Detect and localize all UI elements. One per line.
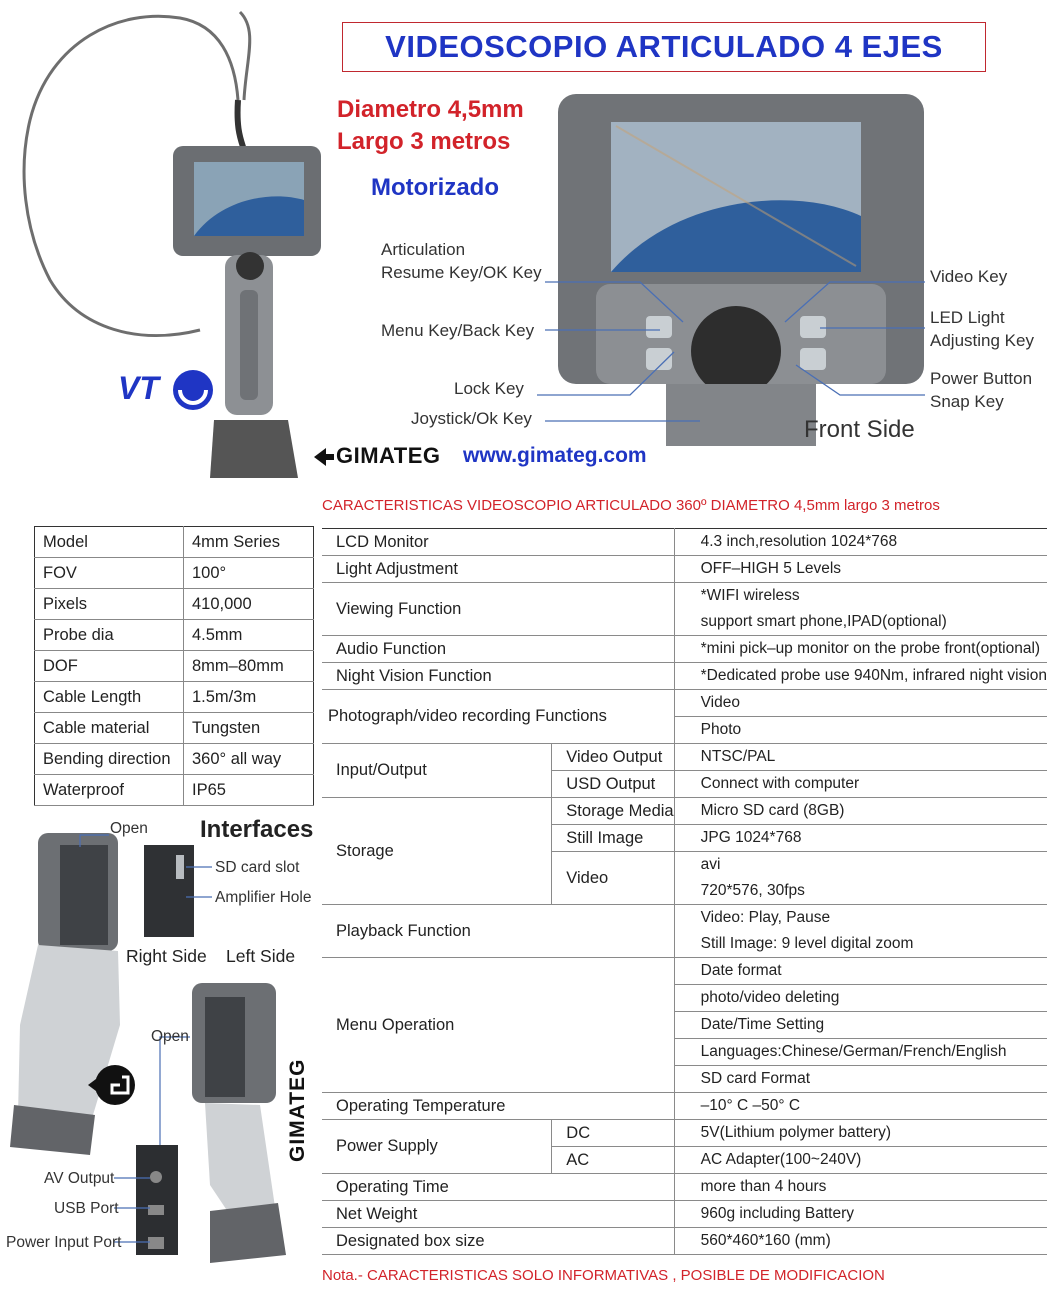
spec-value: 8mm–80mm: [184, 651, 314, 682]
table-row: [35, 620, 314, 651]
footnote: Nota.- CARACTERISTICAS SOLO INFORMATIVAS , POSIBLE DE MODIFICACION: [322, 1267, 885, 1284]
spec-label: Playback Function: [322, 905, 674, 958]
spec-value: more than 4 hours: [674, 1174, 1047, 1201]
spec-value: AC Adapter(100~240V): [674, 1147, 1047, 1174]
callout-articulation-2: Resume Key/OK Key: [381, 263, 542, 282]
spec-label: Storage: [322, 798, 552, 905]
features-subtitle: CARACTERISTICAS VIDEOSCOPIO ARTICULADO 360º DIAMETRO 4,5mm largo 3 metros: [322, 497, 940, 514]
spec-key: Model: [35, 527, 184, 558]
table-row: [322, 1228, 1047, 1255]
vertical-brand-container: [282, 1030, 322, 1170]
spec-value: –10° C –50° C: [674, 1093, 1047, 1120]
spec-value: 560*460*160 (mm): [674, 1228, 1047, 1255]
spec-value: Date/Time Setting: [674, 1012, 1047, 1039]
diameter-text: Diametro 4,5mm: [337, 96, 524, 123]
spec-label: Operating Time: [322, 1174, 674, 1201]
table-row: [322, 556, 1047, 583]
spec-value: Connect with computer: [674, 771, 1047, 798]
table-row: [322, 583, 1047, 610]
callout-articulation-1: Articulation: [381, 240, 466, 259]
spec-label: Viewing Function: [322, 583, 674, 636]
spec-key: Cable Length: [35, 682, 184, 713]
spec-value: Video: Play, Pause: [674, 905, 1047, 932]
spec-sublabel: Video Output: [552, 744, 674, 771]
table-row: [35, 775, 314, 806]
table-row: [35, 589, 314, 620]
label-open-1: Open: [110, 820, 148, 837]
table-row: [322, 1120, 1047, 1147]
spec-value: *Dedicated probe use 940Nm, infrared night vision: [674, 663, 1047, 690]
vertical-brand-text: GIMATEG: [286, 1058, 309, 1162]
callout-power-1: Power Button: [930, 369, 1033, 388]
spec-value: 1.5m/3m: [184, 682, 314, 713]
table-row: [35, 713, 314, 744]
table-row: [322, 529, 1047, 556]
right-spec-table: [322, 528, 1047, 1255]
table-row: [322, 636, 1047, 663]
length-text: Largo 3 metros: [337, 128, 511, 155]
spec-value: OFF–HIGH 5 Levels: [674, 556, 1047, 583]
spec-value: 360° all way: [184, 744, 314, 775]
callout-led-2: Adjusting Key: [930, 331, 1034, 350]
spec-value: photo/video deleting: [674, 985, 1047, 1012]
callout-lines: [0, 0, 1053, 470]
callout-menu-key: Menu Key/Back Key: [381, 321, 535, 340]
spec-label: Operating Temperature: [322, 1093, 674, 1120]
spec-value: Date format: [674, 958, 1047, 985]
spec-key: Bending direction: [35, 744, 184, 775]
callout-video-key: Video Key: [930, 267, 1008, 286]
left-spec-table: [34, 526, 314, 806]
spec-key: Probe dia: [35, 620, 184, 651]
label-amplifier-hole: Amplifier Hole: [215, 889, 312, 906]
spec-value: avi: [674, 852, 1047, 879]
table-row: [35, 744, 314, 775]
spec-value: JPG 1024*768: [674, 825, 1047, 852]
spec-key: FOV: [35, 558, 184, 589]
table-row: [322, 1174, 1047, 1201]
spec-value: 4.3 inch,resolution 1024*768: [674, 529, 1047, 556]
front-side-label: Front Side: [804, 416, 915, 443]
table-row: [322, 663, 1047, 690]
spec-value: 100°: [184, 558, 314, 589]
spec-label: Audio Function: [322, 636, 674, 663]
spec-sublabel: Still Image: [552, 825, 674, 852]
spec-value: *WIFI wireless: [674, 583, 1047, 610]
website-link[interactable]: www.gimateg.com: [463, 444, 647, 467]
spec-label: Input/Output: [322, 744, 552, 798]
spec-value: Photo: [674, 717, 1047, 744]
spec-key: Waterproof: [35, 775, 184, 806]
spec-key: DOF: [35, 651, 184, 682]
spec-sublabel: DC: [552, 1120, 674, 1147]
spec-value: 5V(Lithium polymer battery): [674, 1120, 1047, 1147]
spec-label: Power Supply: [322, 1120, 552, 1174]
table-row: [35, 682, 314, 713]
spec-label: Night Vision Function: [322, 663, 674, 690]
spec-value: 720*576, 30fps: [674, 878, 1047, 905]
table-row: [35, 651, 314, 682]
label-power-input-port: Power Input Port: [6, 1234, 122, 1251]
spec-value: Languages:Chinese/German/French/English: [674, 1039, 1047, 1066]
spec-value: support smart phone,IPAD(optional): [674, 609, 1047, 636]
spec-label: LCD Monitor: [322, 529, 674, 556]
spec-sublabel: USD Output: [552, 771, 674, 798]
page-title: VIDEOSCOPIO ARTICULADO 4 EJES: [342, 22, 986, 72]
table-row: [322, 1201, 1047, 1228]
spec-value: Tungsten: [184, 713, 314, 744]
table-row: [35, 558, 314, 589]
spec-label: Net Weight: [322, 1201, 674, 1228]
label-sd-card-slot: SD card slot: [215, 859, 300, 876]
callout-joystick-key: Joystick/Ok Key: [411, 409, 532, 428]
spec-value: SD card Format: [674, 1066, 1047, 1093]
spec-value: Micro SD card (8GB): [674, 798, 1047, 825]
table-row: [35, 527, 314, 558]
spec-sublabel: AC: [552, 1147, 674, 1174]
table-row: [322, 690, 1047, 717]
spec-value: 4.5mm: [184, 620, 314, 651]
spec-label: Light Adjustment: [322, 556, 674, 583]
callout-led-1: LED Light: [930, 308, 1005, 327]
label-right-side: Right Side: [126, 946, 207, 966]
spec-value: 960g including Battery: [674, 1201, 1047, 1228]
spec-sublabel: Storage Media: [552, 798, 674, 825]
spec-value: 410,000: [184, 589, 314, 620]
spec-value: IP65: [184, 775, 314, 806]
spec-value: Still Image: 9 level digital zoom: [674, 931, 1047, 958]
spec-label: Designated box size: [322, 1228, 674, 1255]
table-row: [322, 1093, 1047, 1120]
spec-value: NTSC/PAL: [674, 744, 1047, 771]
spec-key: Pixels: [35, 589, 184, 620]
spec-key: Cable material: [35, 713, 184, 744]
spec-sublabel: Video: [552, 852, 674, 905]
table-row: [322, 744, 1047, 771]
spec-label: Photograph/video recording Functions: [322, 690, 674, 744]
spec-value: Video: [674, 690, 1047, 717]
spec-value: 4mm Series: [184, 527, 314, 558]
table-row: [322, 798, 1047, 825]
spec-value: *mini pick–up monitor on the probe front(optional): [674, 636, 1047, 663]
label-open-2: Open: [151, 1028, 189, 1045]
brand-logo-text: GIMATEG: [336, 443, 441, 468]
callout-power-2: Snap Key: [930, 392, 1004, 411]
callout-lock-key: Lock Key: [454, 379, 524, 398]
motor-text: Motorizado: [371, 174, 499, 201]
label-av-output: AV Output: [44, 1170, 115, 1187]
spec-label: Menu Operation: [322, 958, 674, 1093]
interfaces-title: Interfaces: [200, 816, 314, 843]
vt-logo-text: VT: [118, 370, 159, 406]
table-row: [322, 905, 1047, 932]
table-row: [322, 958, 1047, 985]
label-usb-port: USB Port: [54, 1200, 119, 1217]
label-left-side: Left Side: [226, 946, 296, 966]
